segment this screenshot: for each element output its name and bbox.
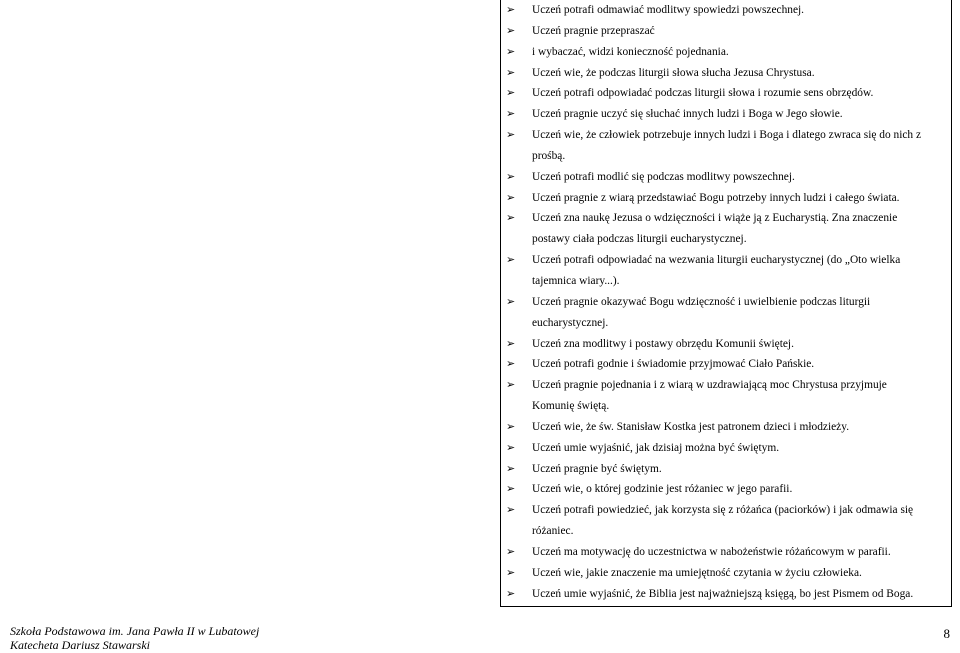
arrow-bullet-icon: ➢	[506, 294, 516, 308]
list-item	[506, 0, 946, 21]
arrow-bullet-icon: ➢	[506, 169, 516, 183]
list-item	[506, 250, 946, 292]
list-item-text: Uczeń wie, że św. Stanisław Kostka jest patronem dzieci i młodzieży.	[532, 420, 850, 433]
list-item-text: Komunię świętą.	[532, 400, 610, 413]
list-item-text: Uczeń pragnie pojednania i z wiarą w uzdrawiającą moc Chrystusa przyjmuje	[532, 379, 887, 392]
list-item	[506, 417, 946, 438]
arrow-bullet-icon: ➢	[506, 482, 516, 496]
list-item-text: Uczeń ma motywację do uczestnictwa w nabożeństwie różańcowym w parafii.	[532, 545, 891, 558]
list-item	[506, 63, 946, 84]
list-item-text: Uczeń pragnie okazywać Bogu wdzięczność i uwielbienie podczas liturgii	[532, 295, 871, 308]
list-item	[506, 375, 946, 417]
list-item	[506, 83, 946, 104]
list-item	[506, 42, 946, 63]
list-item-text: Uczeń wie, że człowiek potrzebuje innych ludzi i Boga i dlatego zwraca się do nich z	[532, 129, 922, 142]
list-item-text: i wybaczać, widzi konieczność pojednania.	[532, 45, 729, 58]
arrow-bullet-icon: ➢	[506, 190, 516, 204]
arrow-bullet-icon: ➢	[506, 503, 516, 517]
list-item-text: Uczeń pragnie być świętym.	[532, 462, 662, 475]
list-item	[506, 334, 946, 355]
arrow-bullet-icon: ➢	[506, 419, 516, 433]
list-item-text: Uczeń potrafi odmawiać modlitwy spowiedzi powszechnej.	[532, 4, 805, 16]
table-left-border	[500, 0, 501, 607]
list-item-text: Uczeń pragnie z wiarą przedstawiać Bogu potrzeby innych ludzi i całego świata.	[532, 191, 900, 204]
list-item-text: Uczeń umie wyjaśnić, jak dzisiaj można być świętym.	[532, 441, 780, 454]
arrow-bullet-icon: ➢	[506, 86, 516, 100]
list-item	[506, 500, 946, 542]
arrow-bullet-icon: ➢	[506, 128, 516, 142]
arrow-bullet-icon: ➢	[506, 544, 516, 558]
list-item	[506, 459, 946, 480]
list-item	[506, 542, 946, 563]
list-item	[506, 584, 946, 605]
arrow-bullet-icon: ➢	[506, 23, 516, 37]
requirements-list	[506, 0, 946, 604]
arrow-bullet-icon: ➢	[506, 440, 516, 454]
list-item-text: Uczeń zna modlitwy i postawy obrzędu Komunii świętej.	[532, 337, 794, 350]
list-item-text: prośbą.	[532, 149, 566, 162]
list-item-text: Uczeń umie wyjaśnić, że Biblia jest najważniejszą księgą, bo jest Pismem od Boga.	[532, 587, 914, 600]
list-item	[506, 104, 946, 125]
list-item	[506, 21, 946, 42]
list-item	[506, 438, 946, 459]
list-item-text: Uczeń zna naukę Jezusa o wdzięczności i wiąże ją z Eucharystią. Zna znaczenie	[532, 212, 898, 225]
list-item	[506, 354, 946, 375]
list-item	[506, 479, 946, 500]
list-item-text: Uczeń pragnie przepraszać	[532, 24, 655, 37]
footer-school-name: Szkoła Podstawowa im. Jana Pawła II w Lubatowej	[10, 624, 260, 638]
arrow-bullet-icon: ➢	[506, 357, 516, 371]
list-item-text: różaniec.	[532, 525, 574, 538]
list-item-text: tajemnica wiary...).	[532, 274, 620, 287]
arrow-bullet-icon: ➢	[506, 65, 516, 79]
table-bottom-border	[500, 606, 952, 607]
list-item-text: Uczeń potrafi powiedzieć, jak korzysta się z różańca (paciorków) i jak odmawia się	[532, 504, 914, 517]
page-number: 8	[943, 626, 950, 641]
page-footer	[10, 624, 950, 652]
list-item-text: Uczeń potrafi godnie i świadomie przyjmować Ciało Pańskie.	[532, 358, 815, 371]
list-item-text: Uczeń potrafi odpowiadać na wezwania liturgii eucharystycznej (do „Oto wielka	[532, 254, 901, 267]
list-item-text: Uczeń potrafi odpowiadać podczas liturgii słowa i rozumie sens obrzędów.	[532, 87, 874, 100]
list-item	[506, 188, 946, 209]
table-right-border	[951, 0, 952, 607]
arrow-bullet-icon: ➢	[506, 44, 516, 58]
list-item	[506, 292, 946, 334]
arrow-bullet-icon: ➢	[506, 586, 516, 600]
arrow-bullet-icon: ➢	[506, 3, 516, 16]
list-item	[506, 167, 946, 188]
arrow-bullet-icon: ➢	[506, 253, 516, 267]
list-item	[506, 125, 946, 167]
arrow-bullet-icon: ➢	[506, 336, 516, 350]
list-item-text: Uczeń pragnie uczyć się słuchać innych ludzi i Boga w Jego słowie.	[532, 108, 843, 121]
list-item-text: Uczeń wie, jakie znaczenie ma umiejętność czytania w życiu człowieka.	[532, 566, 862, 579]
list-item	[506, 563, 946, 584]
arrow-bullet-icon: ➢	[506, 107, 516, 121]
list-item-text: postawy ciała podczas liturgii eucharystycznej.	[532, 233, 747, 246]
list-item-text: Uczeń wie, że podczas liturgii słowa słucha Jezusa Chrystusa.	[532, 66, 815, 79]
footer-author: Katecheta Dariusz Stawarski	[10, 638, 150, 652]
list-item-text: Uczeń potrafi modlić się podczas modlitwy powszechnej.	[532, 170, 795, 183]
list-item	[506, 208, 946, 250]
list-item-text: Uczeń wie, o której godzinie jest różaniec w jego parafii.	[532, 483, 793, 496]
arrow-bullet-icon: ➢	[506, 211, 516, 225]
arrow-bullet-icon: ➢	[506, 378, 516, 392]
arrow-bullet-icon: ➢	[506, 461, 516, 475]
arrow-bullet-icon: ➢	[506, 565, 516, 579]
list-item-text: eucharystycznej.	[532, 316, 609, 329]
